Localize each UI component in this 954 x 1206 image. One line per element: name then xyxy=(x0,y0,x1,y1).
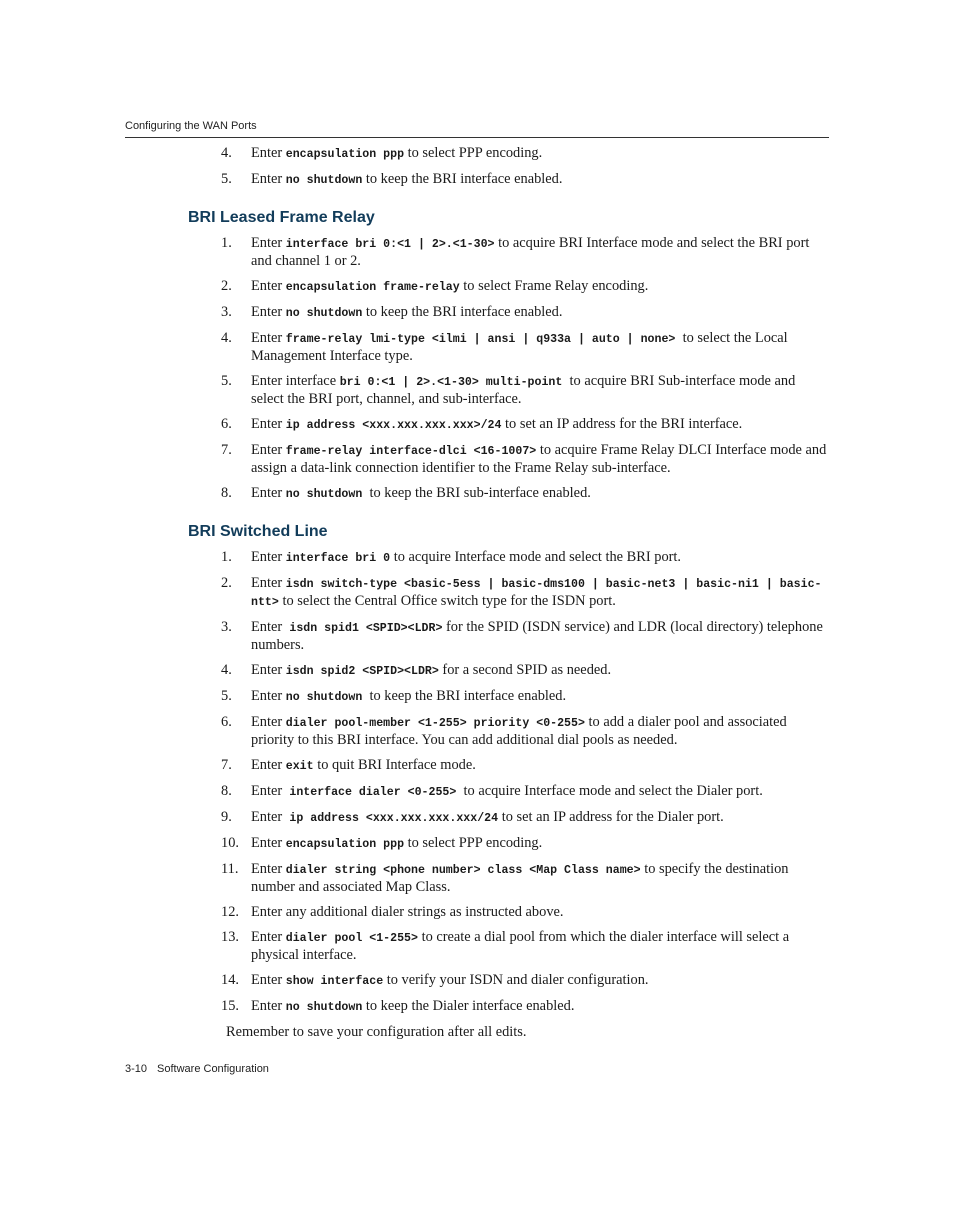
step-text: to acquire Interface mode and select the BRI port. xyxy=(390,549,682,565)
step-text: Enter xyxy=(251,835,286,851)
step-text: Enter xyxy=(251,278,286,294)
step-number: 6. xyxy=(221,416,232,432)
command-text: no shutdown xyxy=(285,307,363,320)
step-text: to add a dialer pool and associated priority to this BRI interface. You can add additional dial pools as needed. xyxy=(251,714,791,748)
step-text: to verify your ISDN and dialer configuration. xyxy=(383,972,649,988)
list-item xyxy=(125,171,829,189)
list-item xyxy=(125,904,829,921)
step-text: to keep the BRI interface enabled. xyxy=(362,171,563,187)
list-item xyxy=(125,783,829,801)
step-text: to set an IP address for the BRI interface. xyxy=(501,416,743,432)
step-text: Enter xyxy=(251,442,286,458)
chapter-title: Software Configuration xyxy=(157,1063,269,1075)
step-text: Enter any additional dialer strings as instructed above. xyxy=(251,904,564,920)
list-item xyxy=(125,278,829,296)
step-number: 14. xyxy=(221,972,239,988)
step-number: 1. xyxy=(221,235,232,251)
step-text: Enter xyxy=(251,304,286,320)
step-number: 15. xyxy=(221,998,239,1014)
step-text: to acquire BRI Interface mode and select the BRI port and channel 1 or 2. xyxy=(251,235,813,269)
steps-top xyxy=(125,145,829,189)
step-text: to keep the BRI interface enabled. xyxy=(362,688,567,704)
list-item xyxy=(125,998,829,1016)
page-number: 3-10 xyxy=(125,1063,148,1075)
step-text: Enter xyxy=(251,171,286,187)
step-text: Enter xyxy=(251,662,286,678)
step-text: Enter xyxy=(251,330,286,346)
step-text: for a second SPID as needed. xyxy=(438,662,612,678)
command-text: ip address <xxx.xxx.xxx.xxx>/24 xyxy=(285,419,502,432)
step-text: to select PPP encoding. xyxy=(404,835,543,851)
step-text: to keep the BRI sub-interface enabled. xyxy=(362,485,591,501)
step-text: Enter xyxy=(251,809,290,825)
command-text: dialer pool-member <1-255> priority <0-255> xyxy=(285,717,585,730)
step-number: 9. xyxy=(221,809,232,825)
steps-leased-frame-relay xyxy=(125,235,829,503)
header-rule xyxy=(125,137,829,138)
step-number: 8. xyxy=(221,783,232,799)
step-text: Enter xyxy=(251,783,290,799)
command-text: dialer pool <1-255> xyxy=(285,932,418,945)
step-text: Enter xyxy=(251,619,290,635)
step-text: Enter xyxy=(251,688,286,704)
list-item xyxy=(125,662,829,680)
command-text: isdn switch-type <basic-5ess | basic-dms100 | basic-net3 | basic-ni1 | basic-ntt> xyxy=(251,578,822,609)
list-item xyxy=(125,757,829,775)
command-text: exit xyxy=(285,760,314,773)
page-footer xyxy=(125,1063,269,1075)
step-text: Enter xyxy=(251,972,286,988)
command-text: isdn spid1 <SPID><LDR> xyxy=(289,622,443,635)
command-text: show interface xyxy=(285,975,384,988)
step-text: to specify the destination number and associated Map Class. xyxy=(251,861,793,895)
step-text: to quit BRI Interface mode. xyxy=(313,757,476,773)
command-text: no shutdown xyxy=(285,174,363,187)
step-number: 5. xyxy=(221,171,232,187)
command-text: encapsulation frame-relay xyxy=(285,281,460,294)
command-text: encapsulation ppp xyxy=(285,148,405,161)
step-number: 3. xyxy=(221,619,232,635)
step-text: to select the Central Office switch type for the ISDN port. xyxy=(278,593,616,609)
step-number: 7. xyxy=(221,757,232,773)
step-number: 3. xyxy=(221,304,232,320)
step-number: 6. xyxy=(221,714,232,730)
step-text: to keep the BRI interface enabled. xyxy=(362,304,563,320)
command-text: encapsulation ppp xyxy=(285,838,405,851)
step-number: 8. xyxy=(221,485,232,501)
page-content xyxy=(125,145,829,1055)
step-number: 7. xyxy=(221,442,232,458)
list-item xyxy=(125,972,829,990)
step-text: Enter xyxy=(251,929,286,945)
command-text: isdn spid2 <SPID><LDR> xyxy=(285,665,439,678)
step-number: 11. xyxy=(221,861,239,877)
list-item xyxy=(125,145,829,163)
step-text: to keep the Dialer interface enabled. xyxy=(362,998,575,1014)
command-text: bri 0:<1 | 2>.<1-30> multi-point xyxy=(339,376,563,389)
list-item xyxy=(125,688,829,706)
command-text: no shutdown xyxy=(285,488,363,501)
step-text: to select Frame Relay encoding. xyxy=(459,278,649,294)
step-text: Enter xyxy=(251,757,286,773)
list-item xyxy=(125,549,829,567)
step-text: Enter interface xyxy=(251,373,340,389)
step-text: Enter xyxy=(251,416,286,432)
step-text: Enter xyxy=(251,235,286,251)
step-number: 2. xyxy=(221,278,232,294)
step-number: 5. xyxy=(221,688,232,704)
list-item xyxy=(125,442,829,477)
step-text: to create a dial pool from which the dialer interface will select a physical interface. xyxy=(251,929,793,963)
command-text: interface bri 0:<1 | 2>.<1-30> xyxy=(285,238,495,251)
step-number: 5. xyxy=(221,373,232,389)
step-text: to select the Local Management Interface type. xyxy=(251,330,792,364)
step-text: Enter xyxy=(251,145,286,161)
step-text: Enter xyxy=(251,861,286,877)
step-number: 12. xyxy=(221,904,239,920)
list-item xyxy=(125,861,829,896)
command-text: dialer string <phone number> class <Map Class name> xyxy=(285,864,641,877)
command-text: no shutdown xyxy=(285,1001,363,1014)
list-item xyxy=(125,304,829,322)
command-text: frame-relay lmi-type <ilmi | ansi | q933a | auto | none> xyxy=(285,333,676,346)
step-number: 4. xyxy=(221,662,232,678)
step-text: Enter xyxy=(251,714,286,730)
list-item xyxy=(125,485,829,503)
step-text: Enter xyxy=(251,575,286,591)
step-text: Enter xyxy=(251,549,286,565)
step-text: Enter xyxy=(251,998,286,1014)
step-text: to acquire Interface mode and select the Dialer port. xyxy=(456,783,763,799)
list-item xyxy=(125,809,829,827)
step-number: 2. xyxy=(221,575,232,591)
list-item xyxy=(125,373,829,408)
list-item xyxy=(125,235,829,270)
heading-bri-leased-frame-relay: BRI Leased Frame Relay xyxy=(188,209,375,226)
step-text: to select PPP encoding. xyxy=(404,145,543,161)
list-item xyxy=(125,619,829,654)
step-number: 1. xyxy=(221,549,232,565)
command-text: interface bri 0 xyxy=(285,552,391,565)
list-item xyxy=(125,714,829,749)
step-number: 13. xyxy=(221,929,239,945)
heading-bri-switched-line: BRI Switched Line xyxy=(188,523,328,540)
closing-note: Remember to save your configuration after all edits. xyxy=(226,1024,527,1040)
step-text: to acquire Frame Relay DLCI Interface mode and assign a data-link connection identifier to the Frame Relay sub-interface. xyxy=(251,442,830,476)
list-item xyxy=(125,929,829,964)
step-text: to acquire BRI Sub-interface mode and select the BRI port, channel, and sub-interface. xyxy=(251,373,799,407)
step-text: for the SPID (ISDN service) and LDR (local directory) telephone numbers. xyxy=(251,619,827,653)
step-number: 4. xyxy=(221,330,232,346)
list-item xyxy=(125,330,829,365)
command-text: interface dialer <0-255> xyxy=(289,786,457,799)
step-text: Enter xyxy=(251,485,286,501)
list-item xyxy=(125,416,829,434)
step-number: 10. xyxy=(221,835,239,851)
list-item xyxy=(125,575,829,611)
step-text: to set an IP address for the Dialer port. xyxy=(498,809,724,825)
step-number: 4. xyxy=(221,145,232,161)
command-text: no shutdown xyxy=(285,691,363,704)
list-item xyxy=(125,835,829,853)
command-text: ip address <xxx.xxx.xxx.xxx/24 xyxy=(289,812,499,825)
steps-switched-line xyxy=(125,549,829,1016)
running-header: Configuring the WAN Ports xyxy=(125,120,257,132)
command-text: frame-relay interface-dlci <16-1007> xyxy=(285,445,537,458)
